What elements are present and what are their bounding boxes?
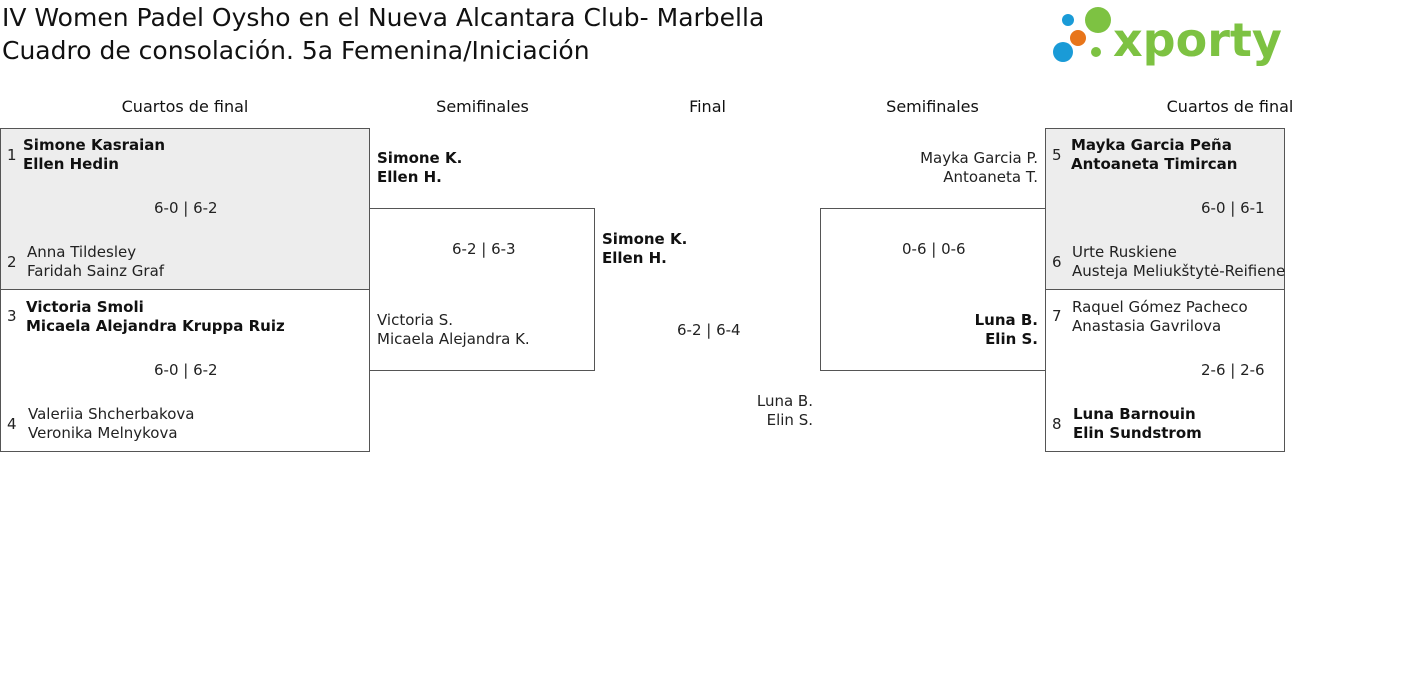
seed-number: 2 — [7, 253, 17, 271]
match-score: 6-0 | 6-1 — [1201, 199, 1265, 217]
bracket-line — [370, 208, 595, 209]
player-name[interactable]: Urte Ruskiene — [1072, 243, 1177, 261]
player-name[interactable]: Elin S. — [766, 411, 813, 429]
header-right-semifinals: Semifinales — [886, 97, 979, 116]
tournament-title: IV Women Padel Oysho en el Nueva Alcantara Club- Marbella — [2, 3, 765, 32]
header-left-semifinals: Semifinales — [436, 97, 529, 116]
player-name[interactable]: Faridah Sainz Graf — [27, 262, 165, 280]
player-name[interactable]: Mayka Garcia P. — [920, 149, 1038, 167]
header-right-quarterfinals: Cuartos de final — [1166, 97, 1294, 116]
logo-text: xporty — [1113, 13, 1282, 67]
player-name[interactable]: Luna Barnouin — [1073, 405, 1196, 423]
match-score: 6-2 | 6-4 — [677, 321, 741, 339]
player-name[interactable]: Veronika Melnykova — [28, 424, 178, 442]
player-name[interactable]: Valeriia Shcherbakova — [28, 405, 195, 423]
player-name[interactable]: Simone K. — [377, 149, 463, 167]
player-name[interactable]: Elin Sundstrom — [1073, 424, 1202, 442]
seed-number: 6 — [1052, 253, 1062, 271]
player-name[interactable]: Victoria Smoli — [26, 298, 144, 316]
player-name[interactable]: Micaela Alejandra K. — [377, 330, 530, 348]
player-name[interactable]: Ellen Hedin — [23, 155, 119, 173]
bracket-line — [820, 370, 1045, 371]
player-name[interactable]: Anastasia Gavrilova — [1072, 317, 1222, 335]
player-name[interactable]: Mayka Garcia Peña — [1071, 136, 1232, 154]
header-final: Final — [689, 97, 726, 116]
player-name[interactable]: Antoaneta Timircan — [1071, 155, 1238, 173]
seed-number: 8 — [1052, 415, 1062, 433]
player-name[interactable]: Raquel Gómez Pacheco — [1072, 298, 1248, 316]
match-score: 6-2 | 6-3 — [452, 240, 516, 258]
player-name[interactable]: Anna Tildesley — [27, 243, 137, 261]
player-name[interactable]: Antoaneta T. — [943, 168, 1038, 186]
player-name[interactable]: Ellen H. — [602, 249, 667, 267]
player-name[interactable]: Victoria S. — [377, 311, 453, 329]
player-name[interactable]: Luna B. — [756, 392, 813, 410]
match-score: 0-6 | 0-6 — [902, 240, 966, 258]
player-name[interactable]: Micaela Alejandra Kruppa Ruiz — [26, 317, 285, 335]
match-score: 6-0 | 6-2 — [154, 199, 218, 217]
bracket-line — [370, 370, 595, 371]
match-score: 6-0 | 6-2 — [154, 361, 218, 379]
seed-number: 5 — [1052, 146, 1062, 164]
player-name[interactable]: Luna B. — [974, 311, 1038, 329]
bracket-line — [820, 208, 821, 371]
player-name[interactable]: Elin S. — [985, 330, 1038, 348]
player-name[interactable]: Simone K. — [602, 230, 688, 248]
bracket-line — [820, 208, 1045, 209]
draw-subtitle: Cuadro de consolación. 5a Femenina/Iniciación — [2, 36, 590, 65]
bracket-line — [594, 208, 595, 371]
logo-mark-icon — [1050, 4, 1280, 68]
seed-number: 7 — [1052, 307, 1062, 325]
seed-number: 3 — [7, 307, 17, 325]
seed-number: 4 — [7, 415, 17, 433]
header-left-quarterfinals: Cuartos de final — [121, 97, 249, 116]
player-name[interactable]: Ellen H. — [377, 168, 442, 186]
xporty-logo[interactable] — [1050, 4, 1280, 68]
player-name[interactable]: Austeja Meliukštytė-Reifiene — [1072, 262, 1286, 280]
match-score: 2-6 | 2-6 — [1201, 361, 1265, 379]
player-name[interactable]: Simone Kasraian — [23, 136, 166, 154]
seed-number: 1 — [7, 146, 17, 164]
